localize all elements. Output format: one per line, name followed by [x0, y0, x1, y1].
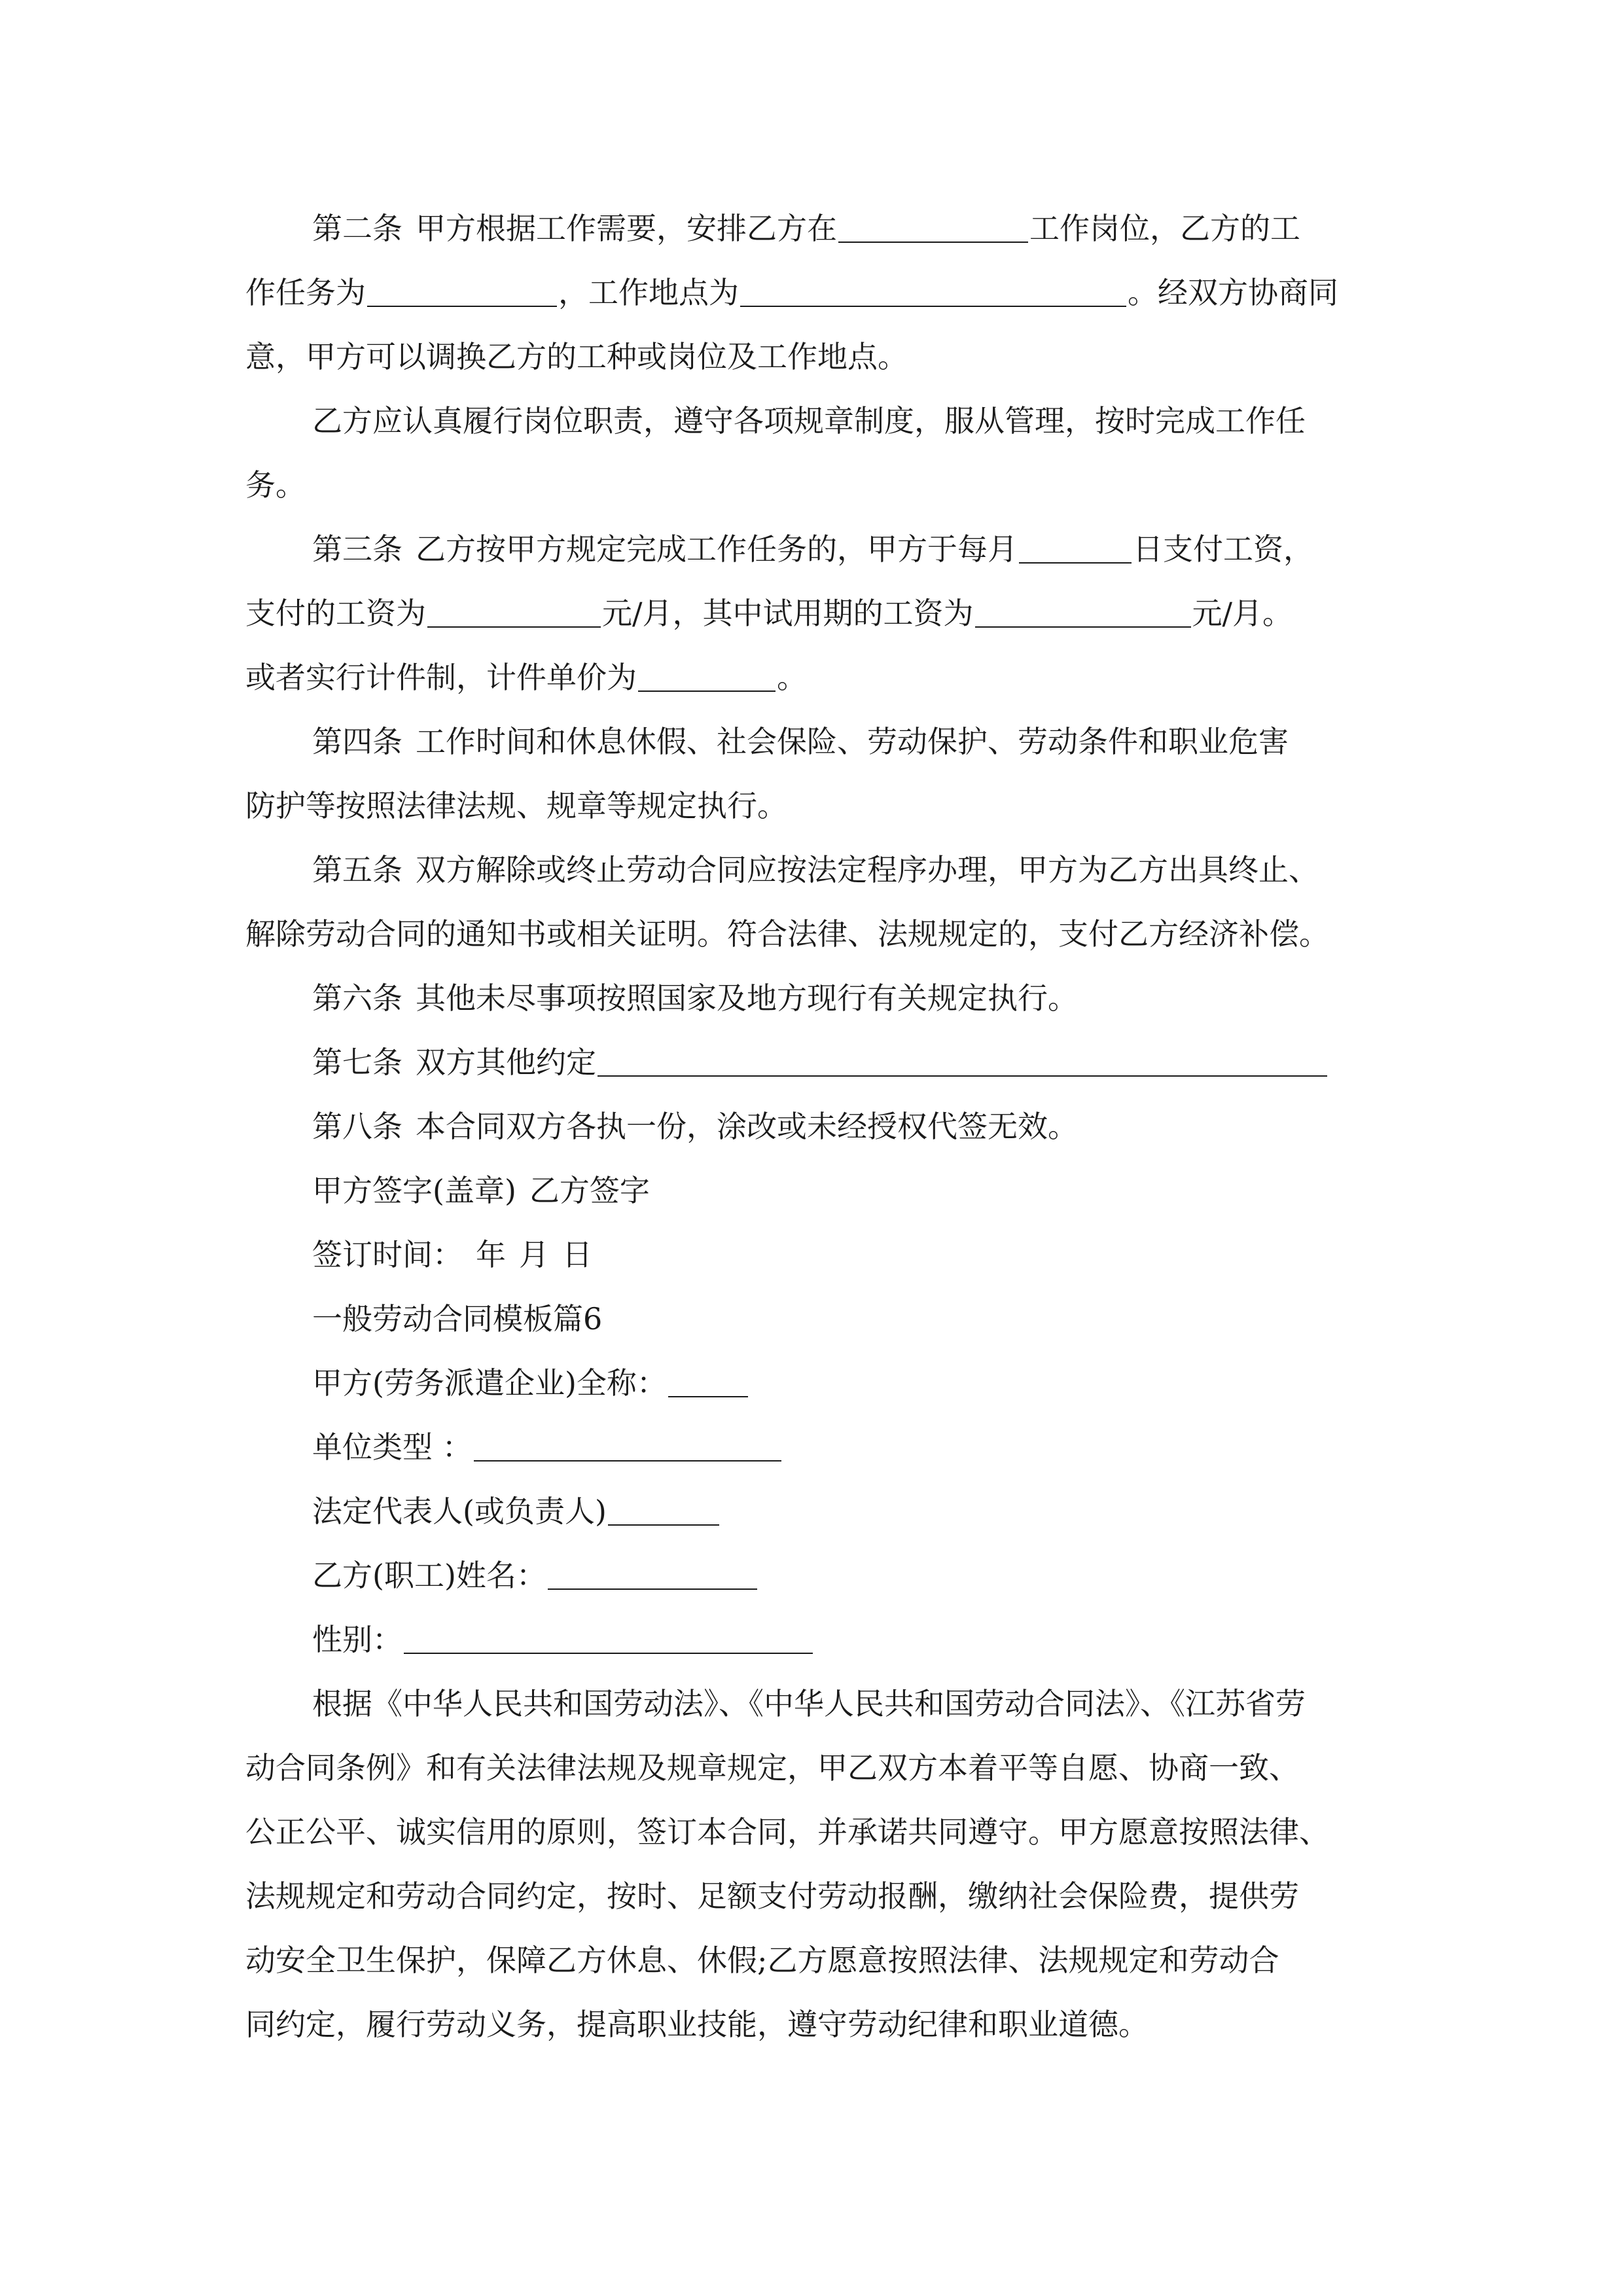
employer-name-label: 甲方(劳务派遣企业)全称： — [312, 1365, 667, 1401]
legal-rep-field — [245, 1479, 1384, 1543]
article-2-line-3: 意，甲方可以调换乙方的工种或岗位及工作地点。 — [245, 339, 908, 374]
party-a-signature-label: 甲方签字(盖章) — [312, 1173, 516, 1208]
article-2-text: 。经双方协商同 — [1128, 275, 1338, 310]
job-task-blank[interactable] — [367, 277, 557, 307]
legal-rep-blank[interactable] — [608, 1496, 719, 1526]
article-6 — [245, 966, 1384, 1030]
signature-line — [245, 1158, 1384, 1223]
year-label: 年 — [476, 1237, 506, 1272]
unit-type-field — [245, 1415, 1384, 1479]
employee-name-blank[interactable] — [548, 1560, 757, 1590]
article-3-text: 或者实行计件制，计件单价为 — [245, 660, 637, 695]
article-4-text: 工作时间和休息休假、社会保险、劳动保护、劳动条件和职业危害 — [416, 724, 1289, 759]
article-8-number: 第八条 — [312, 1109, 402, 1144]
article-3-text: 日支付工资， — [1133, 531, 1313, 567]
article-6-text: 其他未尽事项按照国家及地方现行有关规定执行。 — [416, 980, 1078, 1016]
duty-paragraph-line-1: 乙方应认真履行岗位职责，遵守各项规章制度，服从管理，按时完成工作任 — [312, 403, 1306, 439]
sign-date-line — [245, 1223, 1384, 1287]
work-location-blank[interactable] — [740, 277, 1126, 307]
gender-blank[interactable] — [404, 1624, 813, 1654]
day-label: 日 — [562, 1237, 592, 1272]
article-5-line-1 — [245, 838, 1384, 902]
article-2-line-1 — [245, 196, 1384, 260]
article-5-text: 双方解除或终止劳动合同应按法定程序办理，甲方为乙方出具终止、 — [416, 852, 1319, 888]
other-agreement-blank[interactable] — [597, 1047, 1327, 1077]
article-4-number: 第四条 — [312, 724, 402, 759]
article-3-text: 元/月。 — [1192, 596, 1293, 631]
preamble-line-3: 公正公平、诚实信用的原则，签订本合同，并承诺共同遵守。甲方愿意按照法律、 — [245, 1814, 1329, 1850]
preamble-line-5: 动安全卫生保护，保障乙方休息、休假;乙方愿意按照法律、法规规定和劳动合 — [245, 1943, 1279, 1978]
pay-day-blank[interactable] — [1019, 533, 1132, 564]
article-8-text: 本合同双方各执一份，涂改或未经授权代签无效。 — [416, 1109, 1078, 1144]
job-position-blank[interactable] — [838, 213, 1028, 243]
article-8 — [245, 1094, 1384, 1158]
preamble-line-6: 同约定，履行劳动义务，提高职业技能，遵守劳动纪律和职业道德。 — [245, 2007, 1149, 2042]
article-3-text: 。 — [777, 660, 807, 695]
article-3-text: 元/月，其中试用期的工资为 — [602, 596, 974, 631]
duty-paragraph-line-2: 务。 — [245, 467, 306, 503]
article-3-line-1 — [245, 517, 1384, 581]
article-4-line-2: 防护等按照法律法规、规章等规定执行。 — [245, 788, 787, 823]
article-2-text: 甲方根据工作需要，安排乙方在 — [416, 211, 837, 246]
article-2-number: 第二条 — [312, 211, 402, 246]
article-4-line-1 — [245, 709, 1384, 774]
article-2-text: 工作岗位，乙方的工 — [1029, 211, 1300, 246]
article-2-text: 作任务为 — [245, 275, 366, 310]
article-2-line-2 — [245, 260, 1384, 325]
preamble-line-2: 动合同条例》和有关法律法规及规章规定，甲乙双方本着平等自愿、协商一致、 — [245, 1750, 1299, 1785]
article-6-number: 第六条 — [312, 980, 402, 1016]
contract-body — [245, 196, 1384, 2056]
article-3-text: 乙方按甲方规定完成工作任务的，甲方于每月 — [416, 531, 1018, 567]
preamble-line-1: 根据《中华人民共和国劳动法》、《中华人民共和国劳动合同法》、《江苏省劳 — [312, 1686, 1306, 1721]
article-3-number: 第三条 — [312, 531, 402, 567]
party-b-signature-label: 乙方签字 — [529, 1173, 650, 1208]
article-3-text: 支付的工资为 — [245, 596, 426, 631]
preamble-line-4: 法规规定和劳动合同约定，按时、足额支付劳动报酬，缴纳社会保险费，提供劳 — [245, 1878, 1299, 1914]
employee-name-field — [245, 1543, 1384, 1607]
section-heading: 一般劳动合同模板篇6 — [312, 1301, 603, 1336]
employer-name-field — [245, 1351, 1384, 1415]
article-7-number: 第七条 — [312, 1045, 402, 1080]
article-7 — [245, 1030, 1384, 1094]
legal-rep-label: 法定代表人(或负责人) — [312, 1494, 607, 1529]
article-5-line-2: 解除劳动合同的通知书或相关证明。符合法律、法规规定的，支付乙方经济补偿。 — [245, 916, 1329, 952]
probation-wage-blank[interactable] — [975, 598, 1191, 628]
sign-date-label: 签订时间： — [312, 1237, 463, 1272]
article-3-line-3 — [245, 645, 1384, 709]
article-2-text: ，工作地点为 — [558, 275, 739, 310]
article-3-line-2 — [245, 581, 1384, 645]
unit-type-label: 单位类型 ： — [312, 1429, 473, 1465]
gender-label: 性别： — [312, 1622, 402, 1657]
month-label: 月 — [519, 1237, 549, 1272]
monthly-wage-blank[interactable] — [427, 598, 601, 628]
employee-name-label: 乙方(职工)姓名： — [312, 1558, 546, 1593]
employer-name-blank[interactable] — [668, 1367, 748, 1397]
unit-type-blank[interactable] — [474, 1431, 781, 1462]
gender-field — [245, 1607, 1384, 1672]
article-5-number: 第五条 — [312, 852, 402, 888]
piece-rate-blank[interactable] — [638, 662, 776, 692]
article-7-text: 双方其他约定 — [416, 1045, 596, 1080]
